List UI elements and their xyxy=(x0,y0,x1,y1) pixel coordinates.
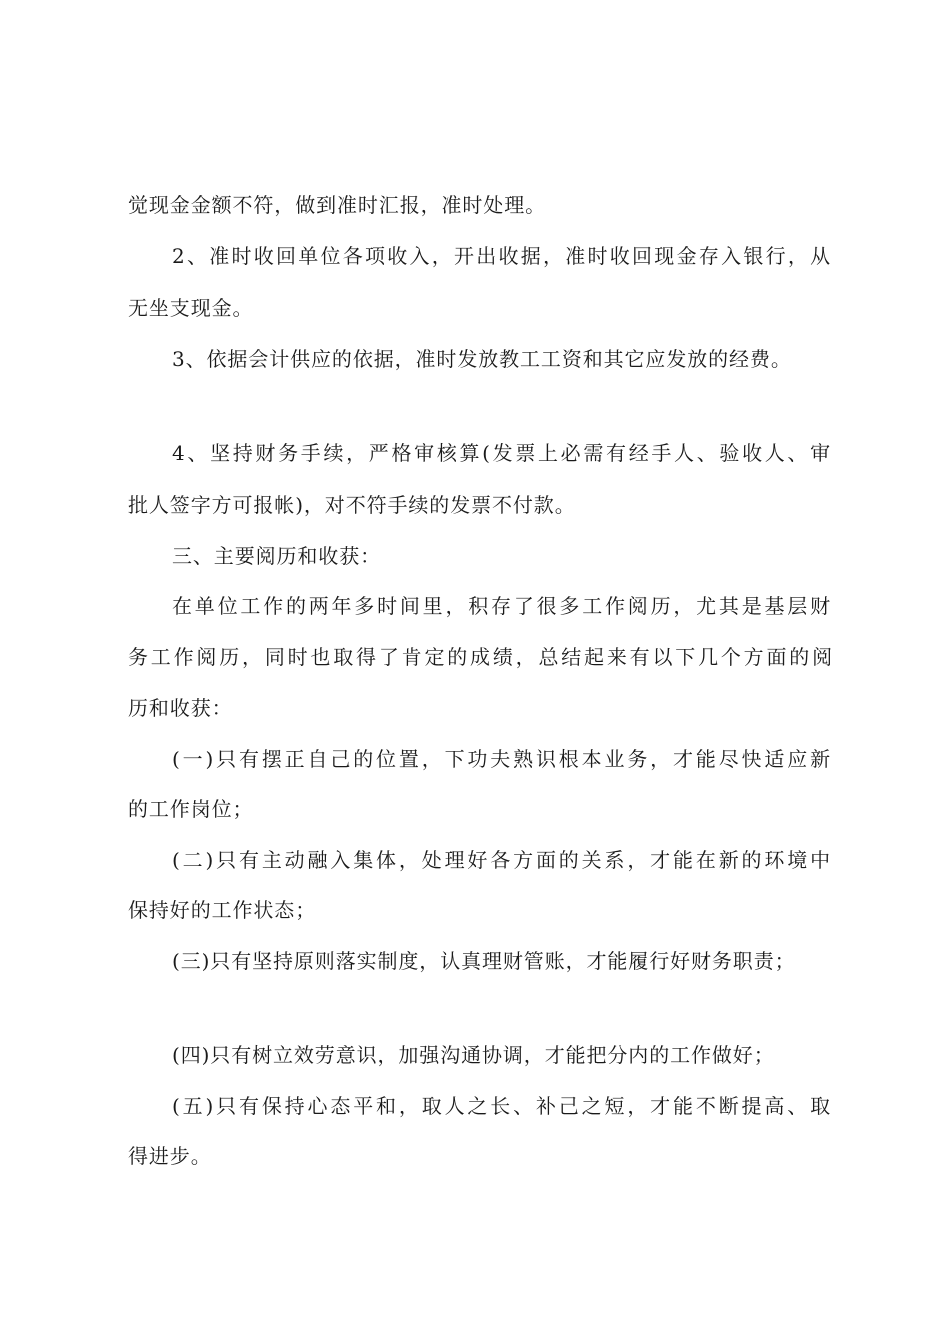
text-line-3: 无坐支现金。 xyxy=(128,296,254,320)
text-line-10: 历和收获： xyxy=(128,696,233,720)
text-line-2: 2、准时收回单位各项收入，开出收据，准时收回现金存入银行，从 xyxy=(172,244,831,268)
text-line-8: 在单位工作的两年多时间里，积存了很多工作阅历，尤其是基层财 xyxy=(172,594,831,618)
text-line-5: 4、坚持财务手续，严格审核算(发票上必需有经手人、验收人、审 xyxy=(172,441,831,465)
text-line-1: 觉现金金额不符，做到准时汇报，准时处理。 xyxy=(128,193,546,217)
text-line-12: 的工作岗位； xyxy=(128,797,254,821)
text-line-4: 3、依据会计供应的依据，准时发放教工工资和其它应发放的经费。 xyxy=(172,347,792,371)
section-heading: 三、主要阅历和收获： xyxy=(172,544,381,568)
text-line-15: (三)只有坚持原则落实制度，认真理财管账，才能履行好财务职责； xyxy=(172,949,796,973)
text-line-13: (二)只有主动融入集体，处理好各方面的关系，才能在新的环境中 xyxy=(172,848,831,872)
text-line-6: 批人签字方可报帐)，对不符手续的发票不付款。 xyxy=(128,493,576,517)
text-line-9: 务工作阅历，同时也取得了肯定的成绩，总结起来有以下几个方面的阅 xyxy=(128,645,833,669)
text-line-16: (四)只有树立效劳意识，加强沟通协调，才能把分内的工作做好； xyxy=(172,1043,775,1067)
text-line-18: 得进步。 xyxy=(128,1144,212,1168)
text-line-14: 保持好的工作状态； xyxy=(128,898,317,922)
text-line-11: (一)只有摆正自己的位置，下功夫熟识根本业务，才能尽快适应新 xyxy=(172,747,831,771)
text-line-17: (五)只有保持心态平和，取人之长、补己之短，才能不断提高、取 xyxy=(172,1094,831,1118)
